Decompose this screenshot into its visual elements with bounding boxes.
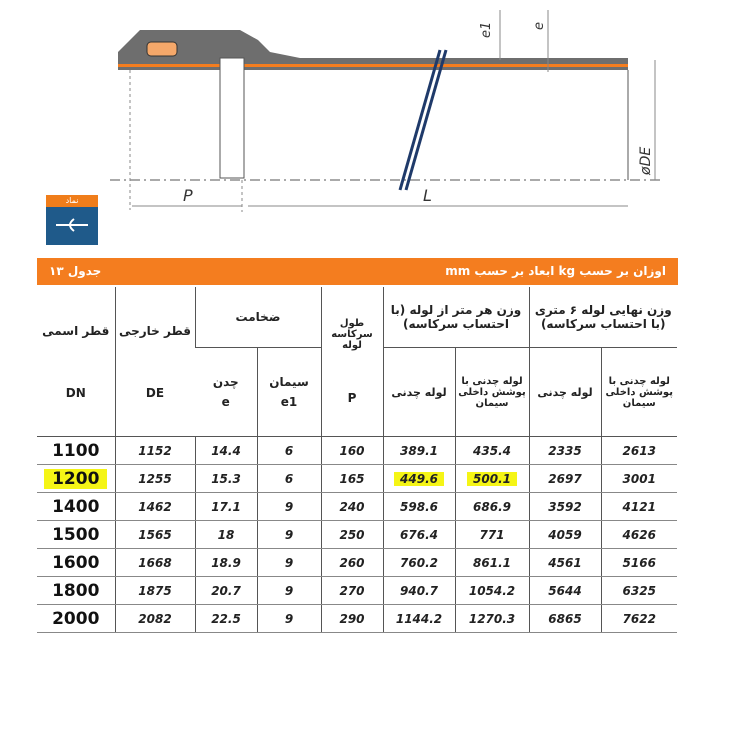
cement-lining: [118, 64, 628, 67]
spigot-insert: [220, 58, 244, 178]
units-note: اوزان بر حسب kg ابعاد بر حسب mm: [445, 264, 666, 278]
label-e1: e1: [479, 21, 494, 38]
header-cast-iron: چدن e: [195, 348, 257, 437]
header-weight-final: وزن نهایی لوله ۶ متری (با احتساب سرکاسه): [529, 287, 677, 348]
table-number: جدول ۱۳: [49, 264, 102, 278]
symbol-label: نماد: [46, 195, 98, 207]
symbol-box: [46, 195, 98, 245]
header-wm-pipe: لوله چدنی: [383, 348, 455, 437]
pipe-cross-section-diagram: [0, 0, 743, 250]
label-e: e: [532, 22, 547, 30]
header-cement: سیمان e1: [257, 348, 321, 437]
table-row: 1400 1462 17.1 9 240 598.6 686.9 3592 4121: [37, 493, 677, 521]
header-de: قطر خارجی DE: [115, 287, 195, 437]
label-p: P: [183, 186, 193, 205]
pipe-socket: [118, 30, 300, 58]
table-row: 1100 1152 14.4 6 160 389.1 435.4 2335 2613: [37, 437, 677, 465]
pipe-spec-table: [37, 287, 677, 633]
label-de: øDE: [638, 146, 654, 175]
header-socket-length: طول سرکاسه لوله P: [321, 287, 383, 437]
table-row: 1500 1565 18 9 250 676.4 771 4059 4626: [37, 521, 677, 549]
table-banner: [37, 258, 678, 285]
table-row: 1600 1668 18.9 9 260 760.2 861.1 4561 5166: [37, 549, 677, 577]
highlight: 1200: [44, 469, 107, 489]
header-dn: قطر اسمی DN: [37, 287, 115, 437]
header-thickness: ضخامت: [195, 287, 321, 348]
header-weight-per-meter: وزن هر متر از لوله (با احتساب سرکاسه): [383, 287, 529, 348]
header-wm-lined: لوله چدنی با پوشش داخلی سیمان: [455, 348, 529, 437]
table-row: 1200 1255 15.3 6 165 449.6 500.1 2697 3001: [37, 465, 677, 493]
header-wf-pipe: لوله چدنی: [529, 348, 601, 437]
header-wf-lined: لوله چدنی با پوشش داخلی سیمان: [601, 348, 677, 437]
socket-symbol-icon: [54, 215, 90, 235]
highlight: 500.1: [467, 472, 517, 486]
gasket: [147, 42, 177, 56]
table-row: 1800 1875 20.7 9 270 940.7 1054.2 5644 6325: [37, 577, 677, 605]
highlight: 449.6: [394, 472, 444, 486]
table-row: 2000 2082 22.5 9 290 1144.2 1270.3 6865 7622: [37, 605, 677, 633]
label-l: L: [423, 186, 432, 205]
